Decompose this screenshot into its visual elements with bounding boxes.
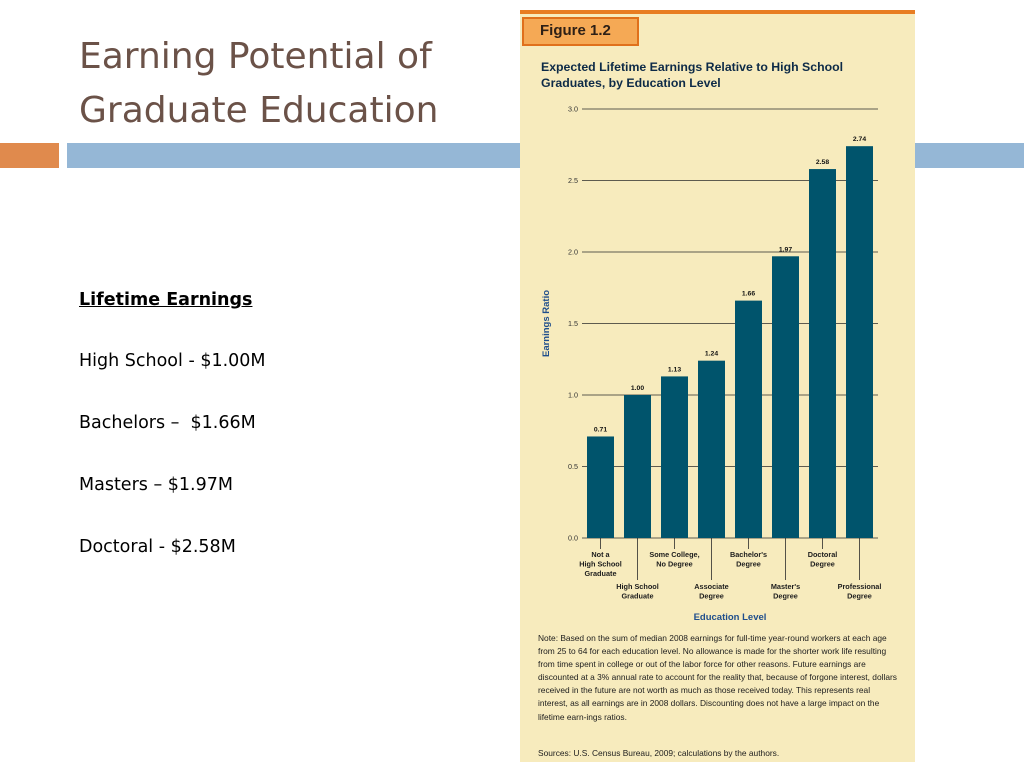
category-label: Bachelor's: [729, 550, 768, 559]
summary-line-doctoral: Doctoral - $2.58M: [79, 537, 236, 557]
summary-line-masters: Masters – $1.97M: [79, 475, 233, 495]
y-tick-label: 1.0: [568, 390, 578, 400]
bar-value-label: 2.74: [852, 136, 867, 144]
category-label: Some College,: [649, 550, 700, 559]
category-label: High School: [616, 582, 659, 591]
bar: [624, 395, 651, 538]
bar: [735, 301, 762, 538]
bar: [587, 436, 614, 538]
summary-line-bachelors: Bachelors – $1.66M: [79, 413, 256, 433]
category-label: Degree: [736, 559, 761, 569]
y-axis-label: Earnings Ratio: [541, 289, 552, 358]
accent-band-blue-right: [914, 143, 1024, 168]
y-tick-label: 2.5: [568, 176, 578, 185]
category-label: Degree: [847, 591, 872, 601]
bar-value-label: 0.71: [593, 426, 608, 434]
figure-source: Sources: U.S. Census Bureau, 2009; calculations by the authors.: [538, 748, 780, 758]
bar-value-label: 1.97: [778, 246, 793, 254]
category-label: Doctoral: [807, 550, 838, 559]
category-label: Not a: [591, 550, 610, 559]
accent-band-blue-left: [67, 143, 520, 168]
bar-value-label: 1.13: [667, 366, 682, 374]
bar: [809, 169, 836, 538]
category-label: Degree: [773, 591, 798, 601]
category-label: No Degree: [656, 559, 693, 569]
category-label: Master's: [770, 582, 801, 591]
bar-value-label: 1.24: [704, 350, 719, 358]
figure-note: Note: Based on the sum of median 2008 earnings for full-time year-round workers at each age from 25 to 64 for each education level. No allowance is made for the shorter work life resulting from time spent in college or out of the labor force for other reasons. Future earnings are discounted at a 3% annual rate to account for the reality that, because of forgone interest, dollars received in the future are not worth as much as those received today. This represents real interest, as all earnings are in 2008 dollars. Discounting does not have a large impact on the lifetime earn-ings ratios.: [538, 633, 897, 722]
figure-label: Figure 1.2: [522, 17, 639, 46]
figure-title: Expected Lifetime Earnings Relative to High School Graduates, by Education Level: [541, 60, 844, 90]
bar: [698, 361, 725, 538]
x-axis-label: Education Level: [693, 612, 767, 623]
bar: [772, 256, 799, 538]
y-tick-label: 0.5: [568, 462, 578, 471]
summary-heading: Lifetime Earnings: [79, 290, 253, 310]
y-tick-label: 2.0: [568, 247, 578, 257]
figure-panel: [520, 10, 915, 762]
bar-value-label: 1.00: [630, 385, 645, 392]
category-label: Degree: [699, 591, 724, 601]
accent-band-orange: [0, 143, 59, 168]
bar: [846, 146, 873, 538]
slide-title: Earning Potential of Graduate Education: [79, 36, 439, 131]
bar-value-label: 2.58: [815, 159, 830, 167]
category-label: Associate: [694, 582, 729, 591]
summary-line-high-school: High School - $1.00M: [79, 351, 266, 371]
earnings-ratio-bar-chart: [520, 14, 915, 624]
y-tick-label: 3.0: [568, 104, 578, 114]
bar: [661, 376, 688, 538]
y-tick-label: 1.5: [568, 319, 578, 328]
category-label: Degree: [810, 559, 835, 569]
bar-value-label: 1.66: [741, 290, 756, 298]
y-tick-label: 0.0: [568, 533, 578, 543]
category-label: Graduate: [584, 569, 617, 578]
category-label: High School: [579, 559, 622, 569]
category-label: Professional: [837, 582, 882, 591]
category-label: Graduate: [621, 591, 654, 601]
